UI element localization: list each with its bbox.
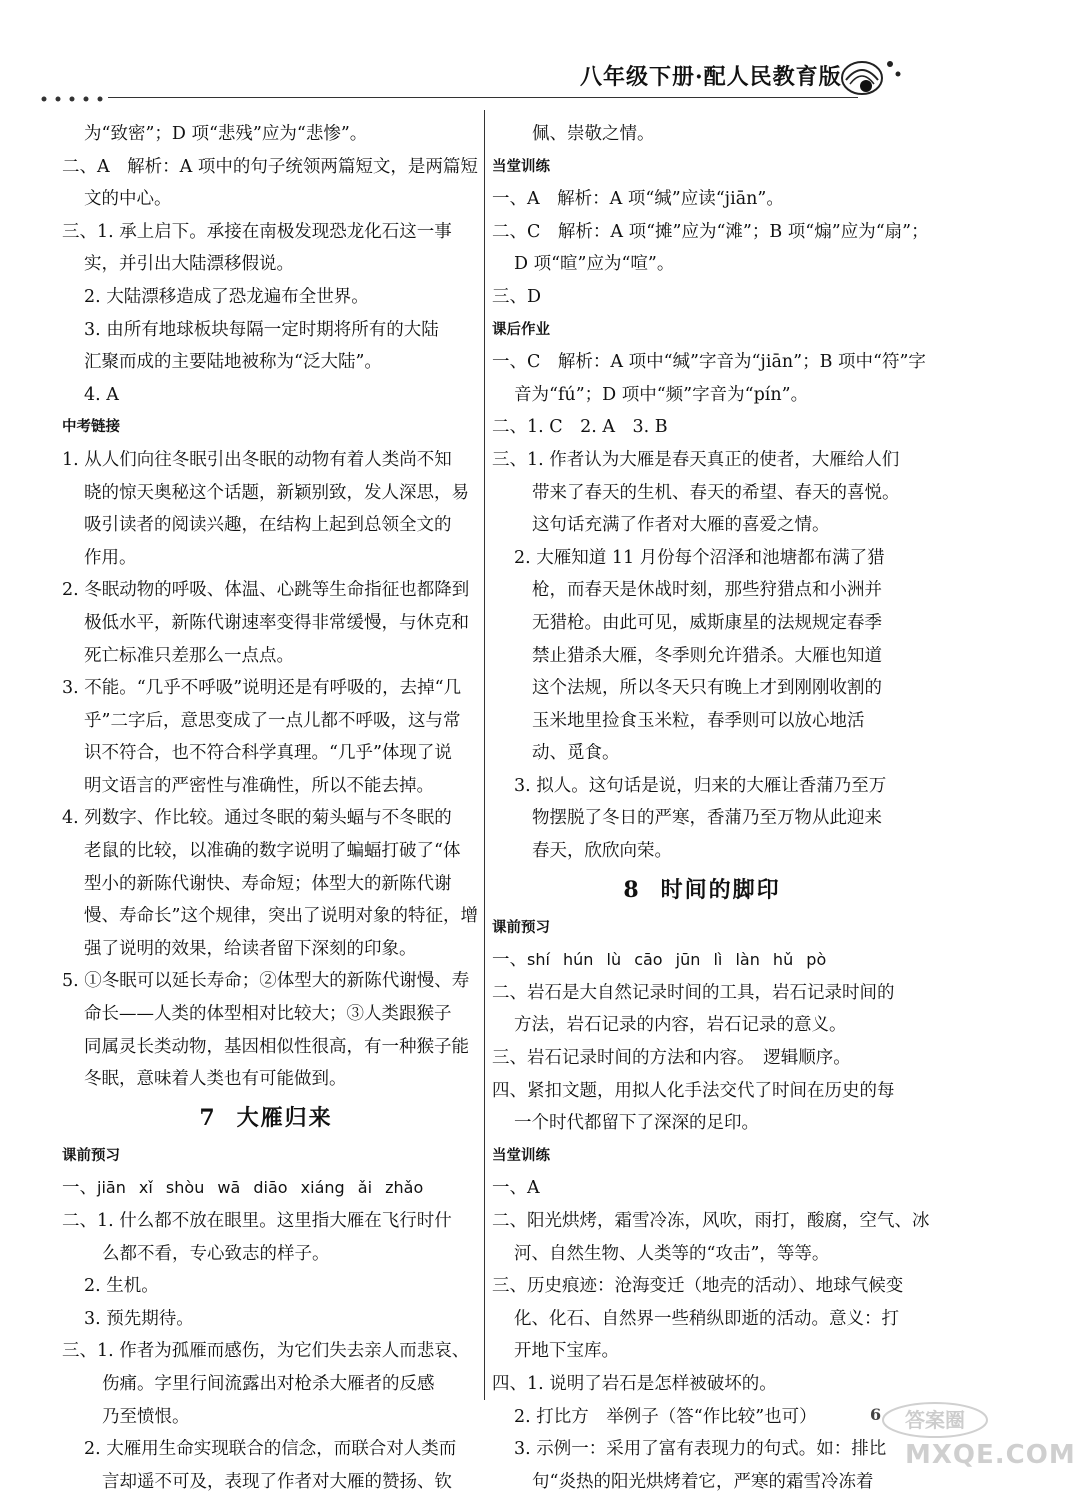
watermark-logo-text: 答案圈 [905,1408,965,1432]
answer-line: 物摆脱了冬日的严寒，香蒲乃至万物从此迎来 [532,808,882,829]
answer-line: 音为“fú”；D 项中“频”字音为“pín”。 [514,384,809,405]
section-heading: 课前预习 [492,919,550,936]
answer-line: 一、C 解析：A 项中“缄”字音为“jiān”；B 项中“符”字 [492,352,926,373]
answer-line: 晓的惊天奥秘这个话题，新颖别致，发人深思，易 [84,482,469,503]
answer-line: 2. 生机。 [84,1276,159,1297]
answer-line: 4. A [84,384,119,405]
section-heading: 当堂训练 [492,158,550,175]
header-title: 八年级下册·配人民教育版 [580,64,842,90]
answer-line: 一、A [492,1178,540,1199]
answer-line: 二、岩石是大自然记录时间的工具，岩石记录时间的 [492,982,895,1003]
pinyin-answer-line [492,944,912,977]
answer-line: 冬眠，意味着人类也有可能做到。 [84,1069,347,1090]
answer-line: 死亡标准只差那么一点点。 [84,645,294,666]
answer-line: 佩、崇敬之情。 [532,124,655,144]
answer-line: 极低水平，新陈代谢速率变得非常缓慢，与休克和 [84,612,469,633]
answer-line: 二、1. C 2. A 3. B [492,417,668,438]
lesson-name: 大雁归来 [236,1104,333,1131]
lesson-number: 8 [623,876,641,903]
answer-line: 慢、寿命长”这个规律，突出了说明对象的特征，增 [84,906,478,927]
answer-line: 三、岩石记录时间的方法和内容。 逻辑顺序。 [492,1048,851,1069]
answer-line: 三、历史痕迹：沧海变迁（地壳的活动）、地球气候变 [492,1276,904,1297]
pinyin-text: shí hún lù cāo jūn lì làn hǔ pò [527,950,827,970]
answer-line: 作用。 [84,547,137,568]
answer-line: 无猎枪。由此可见，威斯康星的法规规定春季 [532,612,882,633]
answer-line: 四、1. 说明了岩石是怎样被破坏的。 [492,1373,777,1394]
answer-line: 乃至愤恨。 [102,1406,190,1427]
answer-prefix: 一、 [62,1178,97,1199]
answer-line: 这句话充满了作者对大雁的喜爱之情。 [532,515,830,536]
answer-line: 开地下宝库。 [514,1341,619,1362]
page-number [870,1405,910,1435]
answer-line: 河、自然生物、人类等的“攻击”，等等。 [514,1243,830,1264]
answer-line: 方法，岩石记录的内容，岩石记录的意义。 [514,1015,847,1036]
answer-line: 2. 大陆漂移造成了恐龙遍布全世界。 [84,286,369,307]
answer-line: 吸引读者的阅读兴趣，在结构上起到总领全文的 [84,515,452,536]
answer-line: 1. 从人们向往冬眠引出冬眠的动物有着人类尚不知 [62,449,452,470]
answer-line: 文的中心。 [84,189,172,210]
answer-line: 2. 冬眠动物的呼吸、体温、心跳等生命指征也都降到 [62,580,470,601]
answer-prefix: 一、 [492,950,527,971]
lesson-number: 7 [199,1104,217,1131]
answer-line: 4. 列数字、作比较。通过冬眠的菊头蝠与不冬眠的 [62,808,452,829]
answer-line: 老鼠的比较，以准确的数字说明了蝙蝠打破了“体 [84,841,461,862]
answer-line: 为“致密”；D 项“悲残”应为“悲惨”。 [84,124,368,144]
answer-line: 汇聚而成的主要陆地被称为“泛大陆”。 [84,352,382,373]
answer-line: 三、1. 作者认为大雁是春天真正的使者，大雁给人们 [492,449,900,470]
answer-line: 2. 大雁用生命实现联合的信念，而联合对人类而 [84,1439,457,1460]
answer-line: 识不符合，也不符合科学真理。“几乎”体现了说 [84,743,452,764]
answer-line: 动、觅食。 [532,743,620,764]
answer-line: 三、1. 作者为孤雁而感伤，为它们失去亲人而悲哀、 [62,1341,470,1362]
header-rule [108,97,858,98]
answer-line: D 项“暄”应为“喧”。 [514,254,675,275]
answer-line: 禁止猎杀大雁，冬季则允许猎杀。大雁也知道 [532,645,882,666]
dots-ornament-icon [38,93,118,105]
answer-line: 春天，欣欣向荣。 [532,841,672,862]
section-heading: 课后作业 [492,321,550,338]
column-divider [484,110,485,1400]
answer-line: 二、C 解析：A 项“摊”应为“滩”；B 项“煽”应为“扇”； [492,221,929,242]
answer-line: 一、A 解析：A 项“缄”应读“jiān”。 [492,189,784,210]
answer-line: 3. 拟人。这句话是说，归来的大雁让香蒲乃至万 [514,775,887,796]
answer-line: 二、1. 什么都不放在眼里。这里指大雁在飞行时什 [62,1211,452,1231]
answer-line: 二、A 解析：A 项中的句子统领两篇短文，是两篇短 [62,156,478,177]
book-ornament-icon [836,50,906,100]
answer-line: 乎”二字后，意思变成了一点儿都不呼吸，这与常 [84,710,461,731]
lesson-title [62,1096,470,1140]
answer-line: 2. 大雁知道 11 月份每个沼泽和池塘都布满了猎 [514,547,885,568]
answer-line: 3. 预先期待。 [84,1308,194,1329]
answer-line: 同属灵长类动物，基因相似性很高，有一种猴子能 [84,1036,469,1057]
answer-line: 伤痛。字里行间流露出对枪杀大雁者的反感 [102,1373,435,1394]
answer-line: 一个时代都留下了深深的足印。 [514,1113,759,1134]
answer-line: 三、1. 承上启下。承接在南极发现恐龙化石这一事 [62,221,452,242]
answer-line: 型小的新陈代谢快、寿命短；体型大的新陈代谢 [84,873,452,894]
answer-line: 3. 示例一：采用了富有表现力的句式。如：排比 [514,1439,887,1460]
answer-line: 四、紧扣文题，用拟人化手法交代了时间在历史的每 [492,1080,895,1101]
answer-line: 这个法规，所以冬天只有晚上才到刚刚收割的 [532,678,882,699]
answer-line: 5. ①冬眠可以延长寿命；②体型大的新陈代谢慢、寿 [62,971,470,992]
answer-line: 句“炎热的阳光烘烤着它，严寒的霜雪冷冻着 [532,1471,874,1492]
answer-line: 明文语言的严密性与准确性，所以不能去掉。 [84,775,434,796]
watermark-text: MXQE.COM [905,1440,1076,1470]
answer-line: 二、阳光烘烤，霜雪冷冻，风吹，雨打，酸腐，空气、冰 [492,1211,930,1231]
left-column [62,118,478,1498]
answer-line: 言却遥不可及，表现了作者对大雁的赞扬、钦 [102,1471,452,1492]
answer-line: 枪，而春天是休战时刻，那些狩猎点和小洲并 [532,580,882,601]
answer-line: 三、D [492,286,542,307]
answer-line: 2. 打比方 举例子（答“作比较”也可） [514,1406,817,1427]
pinyin-text: jiān xǐ shòu wā diāo xiáng ǎi zhǎo [97,1178,424,1198]
answer-line: 化、化石、自然界一些稍纵即逝的活动。意义：打 [514,1308,899,1329]
answer-line: 实，并引出大陆漂移假说。 [84,254,294,275]
answer-line: 么都不看，专心致志的样子。 [102,1243,330,1264]
lesson-name: 时间的脚印 [660,876,781,903]
page-number-text: 6 [870,1405,882,1424]
answer-line: 玉米地里捡食玉米粒，春季则可以放心地活 [532,710,865,731]
answer-line: 带来了春天的生机、春天的希望、春天的喜悦。 [532,482,900,503]
section-heading: 中考链接 [62,419,120,436]
section-heading: 当堂训练 [492,1147,550,1164]
answer-line: 3. 由所有地球板块每隔一定时期将所有的大陆 [84,319,439,340]
pinyin-answer-line [62,1172,470,1205]
answer-line: 3. 不能。“几乎不呼吸”说明还是有呼吸的，去掉“几 [62,678,462,699]
lesson-title [492,868,912,912]
section-heading: 课前预习 [62,1147,120,1164]
answer-line: 强了说明的效果，给读者留下深刻的印象。 [84,938,417,959]
right-column [492,118,930,1498]
answer-line: 命长——人类的体型相对比较大；③人类跟猴子 [84,1004,452,1025]
